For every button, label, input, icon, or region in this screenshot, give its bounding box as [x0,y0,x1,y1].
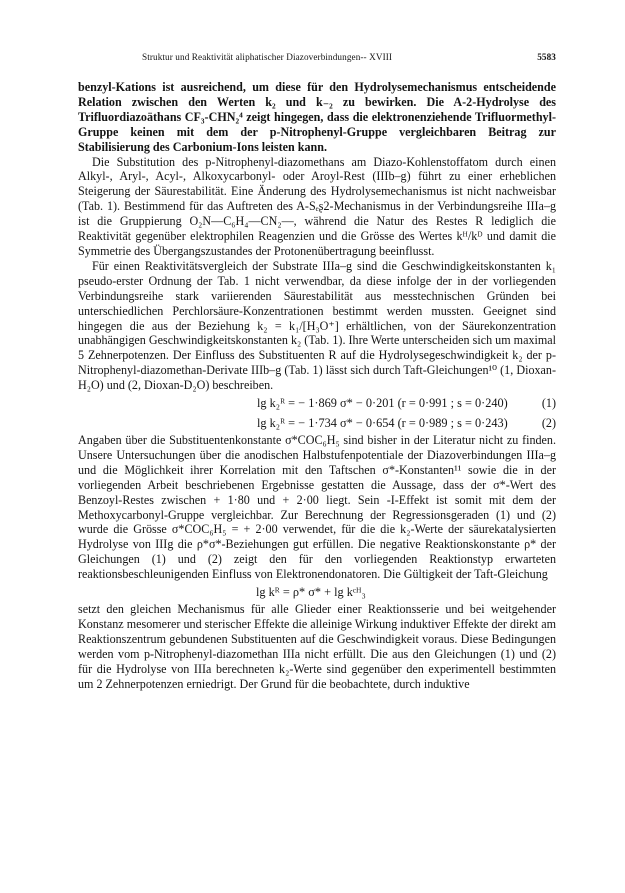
equation-3 [78,582,556,602]
paragraph-4: Angaben über die Substituentenkonstante σ*COC₆H₅ sind bisher in der Literatur nicht zu finden. Unsere Untersuchungen über die anodischen Halbstufenpotentiale der Diazoverbindungen IIIa–g und die Möglichkeit ihrer Korrelation mit den Taftschen σ*-Konstanten¹¹ sowie die in der vorliegenden Arbeit beschriebenen Ergebnisse gestatten die Aussage, dass der σ*-Wert des Benzoyl-Restes zwischen + 1·80 und + 2·00 liegt. Sein -I-Effekt ist somit mit dem der Methoxycarbonyl-Gruppe vergleichbar. Zur Berechnung der Regressionsgeraden (1) und (2) wurde die Grösse σ*COC₆H₅ = + 2·00 verwendet, für die die k₂-Werte der säurekatalysierten Hydrolyse von IIIg die ρ*σ*-Beziehungen gut erfüllen. Die negative Reaktionskonstante ρ* der Gleichungen (1) und (2) zeigt den für den vorliegenden Reaktionstyp erwarteten reaktionsbeschleunigenden Einfluss von Elektronendonatoren. Die Gültigkeit der Taft-Gleichung [78,433,556,582]
equation-1 [78,393,556,413]
article-body [78,80,556,692]
equation-3-expression: lg kᴿ = ρ* σ* + lg kᶜᴴ₃ [256,585,366,600]
paragraph-3: Für einen Reaktivitätsvergleich der Substrate IIIa–g sind die Geschwindigkeitskonstanten k₁ pseudo-erster Ordnung der Tab. 1 nicht verwendbar, da diese infolge der in der vorliegenden Verbindungsreihe stark variierenden Säurestabilität aus messtechnischen Gründen bei unterschiedlichen Perchlorsäure-Konzentrationen bestimmt werden mussten. Geeignet sind hingegen die aus der Beziehung k₂ = k₁/[H₃O⁺] erhältlichen, von der Säurekonzentration unabhängigen Geschwindigkeitskonstanten k₂ (Tab. 1). Ihre Werte unterscheiden sich um maximal 5 Zehnerpotenzen. Der Einfluss des Substituenten R auf die Hydrolysegeschwindigkeit k₂ der p-Nitrophenyl-diazomethan-Derivate IIIb–g (Tab. 1) lässt sich durch Taft-Gleichungen¹⁰ (1, Dioxan-H₂O) und (2, Dioxan-D₂O) beschreiben. [78,258,556,393]
equation-1-expression: lg k₂ᴿ = − 1·869 σ* − 0·201 (r = 0·991 ; s = 0·240) [257,396,508,411]
page-number: 5583 [537,52,556,62]
paragraph-1: benzyl-Kations ist ausreichend, um diese für den Hydrolysemechanismus entscheidende Relation zwischen den Werten k₂ und k₋₂ zu bewirken. Die A-2-Hydrolyse des Trifluordiazoäthans CF₃-CHN₂⁴ zeigt hingegen, dass die elektronenziehende Trifluormethyl-Gruppe keinen mit dem der p-Nitrophenyl-Gruppe vergleichbaren Beitrag zur Stabilisierung des Carbonium-Ions leisten kann. [78,80,556,154]
equation-2 [78,413,556,433]
running-header [78,52,556,66]
paragraph-2: Die Substitution des p-Nitrophenyl-diazomethans am Diazo-Kohlenstoffatom durch einen Alkyl-, Aryl-, Acyl-, Alkoxycarbonyl- oder Aroyl-Rest (IIIb–g) führt zu einer erheblichen Steigerung der Säurestabilität. Eine Änderung des Hydrolysemechanismus ist nicht nachweisbar (Tab. 1). Bestimmend für das Auftreten des A-Sₑʂ2-Mechanismus in der Verbindungsreihe IIIa–g ist die Gruppierung O₂N—C₆H₄—CN₂—, während die Natur des Restes R lediglich die Reaktivität gegenüber elektrophilen Reagenzien und die Grösse des Wertes kᴴ/kᴰ und damit die Symmetrie des Übergangszustandes der Protonenübertragung beeinflusst. [78,154,556,258]
paragraph-5: setzt den gleichen Mechanismus für alle Glieder einer Reaktionsserie und bei weitgehender Konstanz mesomerer und sterischer Effekte die alleinige Wirkung induktiver Effekte der direkt am Reaktionszentrum gebundenen Substituenten auf die Geschwindigkeit voraus. Diese Bedingungen werden vom p-Nitrophenyl-diazomethan IIIa nicht erfüllt. Die aus den Gleichungen (1) und (2) für die Hydrolyse von IIIa berechneten k₂-Werte sind gegenüber den experimentell bestimmten um 2 Zehnerpotenzen erniedrigt. Der Grund für die beobachtete, durch induktive [78,602,556,691]
equation-1-number: (1) [541,396,556,411]
running-title: Struktur und Reaktivität aliphatischer Diazoverbindungen-- XVIII [142,52,393,62]
equation-2-expression: lg k₂ᴿ = − 1·734 σ* − 0·654 (r = 0·989 ; s = 0·243) [257,416,508,431]
equation-2-number: (2) [541,416,556,431]
